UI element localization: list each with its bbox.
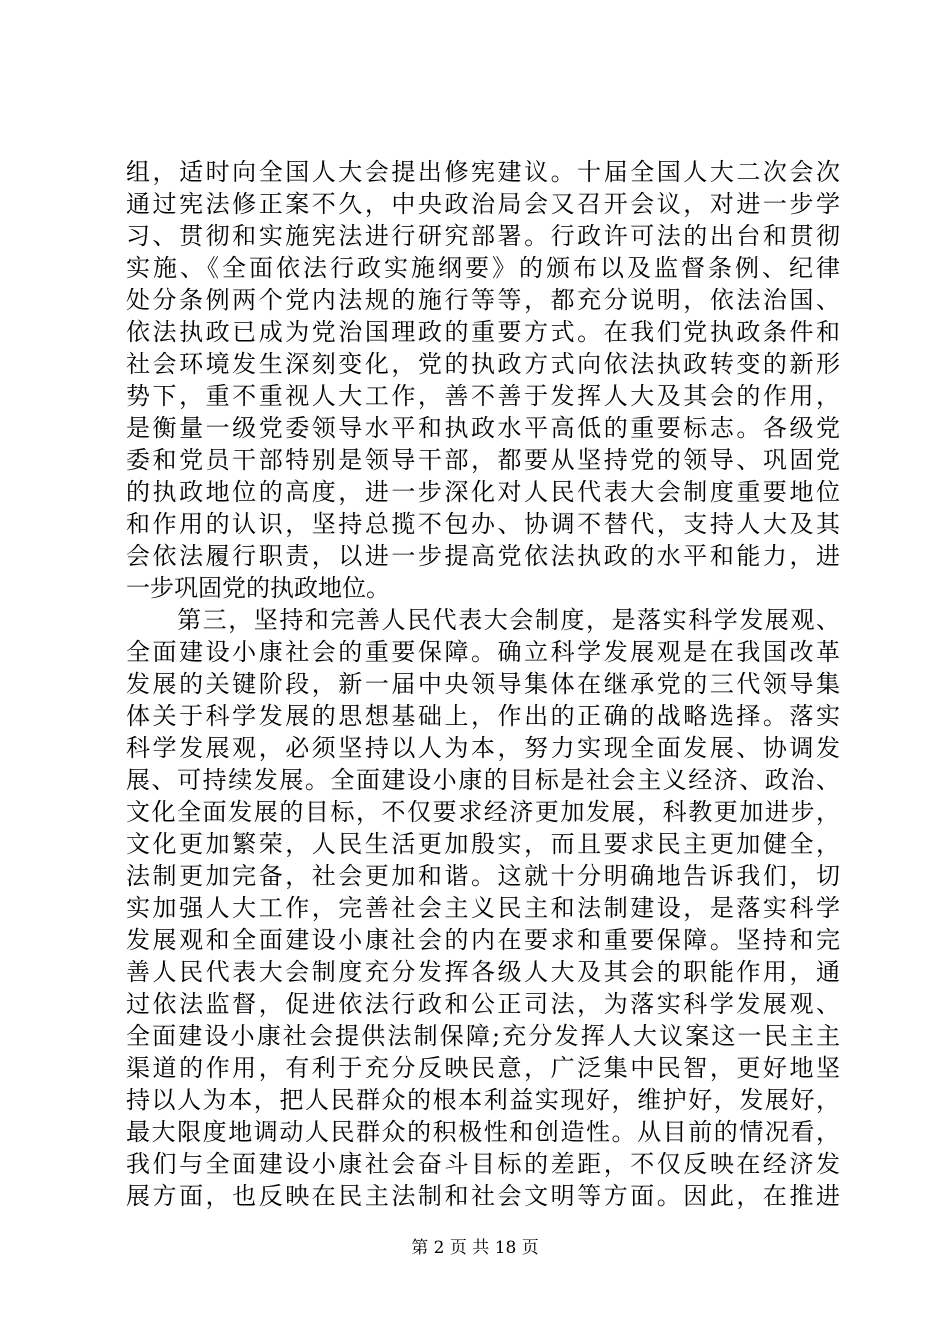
text-line: 善人民代表大会制度充分发挥各级人大及其会的职能作用，通	[126, 958, 840, 986]
page-footer: 第 2 页 共 18 页	[411, 1238, 539, 1258]
text-line: 文化更加繁荣，人民生活更加殷实，而且要求民主更加健全，	[126, 830, 840, 858]
text-line: 一步巩固党的执政地位。	[126, 574, 390, 602]
text-line: 会依法履行职责，以进一步提高党依法执政的水平和能力，进	[126, 542, 840, 570]
text-line: 我们与全面建设小康社会奋斗目标的差距，不仅反映在经济发	[126, 1150, 840, 1178]
text-line: 社会环境发生深刻变化，党的执政方式向依法执政转变的新形	[126, 350, 840, 378]
text-line: 第三，坚持和完善人民代表大会制度，是落实科学发展观、	[126, 606, 840, 634]
text-line: 的执政地位的高度，进一步深化对人民代表大会制度重要地位	[126, 478, 840, 506]
body-text	[126, 156, 840, 1212]
text-line: 持以人为本，把人民群众的根本利益实现好，维护好，发展好，	[126, 1086, 840, 1114]
text-line: 势下，重不重视人大工作，善不善于发挥人大及其会的作用，	[126, 382, 840, 410]
text-line: 委和党员干部特别是领导干部，都要从坚持党的领导、巩固党	[126, 446, 840, 474]
text-line: 通过宪法修正案不久，中央政治局会又召开会议，对进一步学	[126, 190, 840, 218]
text-line: 实加强人大工作，完善社会主义民主和法制建设，是落实科学	[126, 894, 840, 922]
text-line: 文化全面发展的目标，不仅要求经济更加发展，科教更加进步，	[126, 798, 840, 826]
text-line: 展方面，也反映在民主法制和社会文明等方面。因此，在推进	[126, 1182, 840, 1210]
text-line: 最大限度地调动人民群众的积极性和创造性。从目前的情况看，	[126, 1118, 840, 1146]
text-line: 过依法监督，促进依法行政和公正司法，为落实科学发展观、	[126, 990, 840, 1018]
text-line: 科学发展观，必须坚持以人为本，努力实现全面发展、协调发	[126, 734, 840, 762]
text-line: 组，适时向全国人大会提出修宪建议。十届全国人大二次会次	[126, 158, 840, 186]
text-line: 法制更加完备，社会更加和谐。这就十分明确地告诉我们，切	[126, 862, 840, 890]
text-line: 发展观和全面建设小康社会的内在要求和重要保障。坚持和完	[126, 926, 840, 954]
text-line: 实施、《全面依法行政实施纲要》的颁布以及监督条例、纪律	[126, 254, 840, 282]
text-line: 依法执政已成为党治国理政的重要方式。在我们党执政条件和	[126, 318, 840, 346]
text-line: 发展的关键阶段，新一届中央领导集体在继承党的三代领导集	[126, 670, 840, 698]
text-line: 处分条例两个党内法规的施行等等，都充分说明，依法治国、	[126, 286, 840, 314]
text-line: 是衡量一级党委领导水平和执政水平高低的重要标志。各级党	[126, 414, 840, 442]
text-line: 全面建设小康社会的重要保障。确立科学发展观是在我国改革	[126, 638, 840, 666]
text-line: 渠道的作用，有利于充分反映民意，广泛集中民智，更好地坚	[126, 1054, 840, 1082]
text-line: 和作用的认识，坚持总揽不包办、协调不替代，支持人大及其	[126, 510, 840, 538]
text-line: 展、可持续发展。全面建设小康的目标是社会主义经济、政治、	[126, 766, 840, 794]
text-line: 全面建设小康社会提供法制保障;充分发挥人大议案这一民主主	[126, 1022, 840, 1050]
text-line: 体关于科学发展的思想基础上，作出的正确的战略选择。落实	[126, 702, 840, 730]
text-line: 习、贯彻和实施宪法进行研究部署。行政许可法的出台和贯彻	[126, 222, 840, 250]
